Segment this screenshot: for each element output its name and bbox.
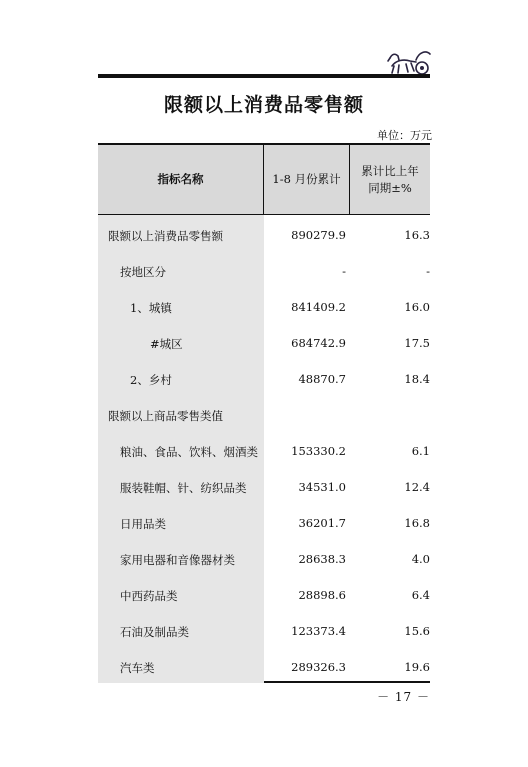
row-name: 日用品类 xyxy=(120,517,166,531)
page-number: － 17 － xyxy=(377,690,430,704)
table-row xyxy=(98,505,430,541)
row-value: 34531.0 xyxy=(298,480,346,494)
row-name: 2、乡村 xyxy=(130,373,172,387)
table-row xyxy=(98,577,430,613)
row-change: 12.4 xyxy=(404,480,430,494)
table-row xyxy=(98,433,430,469)
table-title: 限额以上消费品零售额 xyxy=(163,94,364,116)
header-yoy-change: 累计比上年 同期±% xyxy=(361,163,419,195)
table-row xyxy=(98,649,430,685)
horse-carriage-logo xyxy=(386,46,432,76)
row-change: 19.6 xyxy=(404,660,430,674)
row-value: 36201.7 xyxy=(298,516,346,530)
table-header xyxy=(98,145,430,215)
table-row xyxy=(98,469,430,505)
row-value: 123373.4 xyxy=(291,624,346,638)
row-name: 服装鞋帽、针、纺织品类 xyxy=(120,481,247,495)
row-name: 汽车类 xyxy=(120,661,155,675)
row-change: - xyxy=(426,264,430,278)
header-cumulative: 1-8 月份累计 xyxy=(264,145,350,214)
row-name: 粮油、食品、饮料、烟酒类 xyxy=(120,445,258,459)
row-name: #城区 xyxy=(150,337,183,351)
row-name: 中西药品类 xyxy=(120,589,178,603)
table-row xyxy=(98,289,430,325)
row-change: 17.5 xyxy=(404,336,430,350)
retail-sales-table xyxy=(98,143,430,683)
row-change: 4.0 xyxy=(411,552,430,566)
row-value: - xyxy=(342,264,346,278)
table-row xyxy=(98,541,430,577)
row-name: 石油及制品类 xyxy=(120,625,189,639)
row-name: 按地区分 xyxy=(120,265,166,279)
header-indicator-name: 指标名称 xyxy=(98,145,264,214)
row-value: 684742.9 xyxy=(291,336,346,350)
row-change: 16.3 xyxy=(404,228,430,242)
row-change: 18.4 xyxy=(404,372,430,386)
table-row xyxy=(98,397,430,433)
table-row xyxy=(98,217,430,253)
table-row xyxy=(98,325,430,361)
table-row xyxy=(98,361,430,397)
row-value: 153330.2 xyxy=(291,444,346,458)
row-name: 限额以上消费品零售额 xyxy=(108,229,223,243)
top-rule xyxy=(98,74,430,78)
row-value: 48870.7 xyxy=(298,372,346,386)
row-value: 841409.2 xyxy=(291,300,346,314)
row-change: 6.4 xyxy=(411,588,430,602)
row-value: 28898.6 xyxy=(298,588,346,602)
row-value: 28638.3 xyxy=(298,552,346,566)
table-row xyxy=(98,613,430,649)
unit-label: 单位：万元 xyxy=(377,129,432,142)
row-name: 家用电器和音像器材类 xyxy=(120,553,235,567)
row-change: 15.6 xyxy=(404,624,430,638)
row-change: 16.8 xyxy=(404,516,430,530)
row-name: 1、城镇 xyxy=(130,301,172,315)
row-change: 6.1 xyxy=(411,444,430,458)
table-row xyxy=(98,253,430,289)
row-change: 16.0 xyxy=(404,300,430,314)
row-name: 限额以上商品零售类值 xyxy=(108,409,223,423)
row-value: 289326.3 xyxy=(291,660,346,674)
row-value: 890279.9 xyxy=(291,228,346,242)
